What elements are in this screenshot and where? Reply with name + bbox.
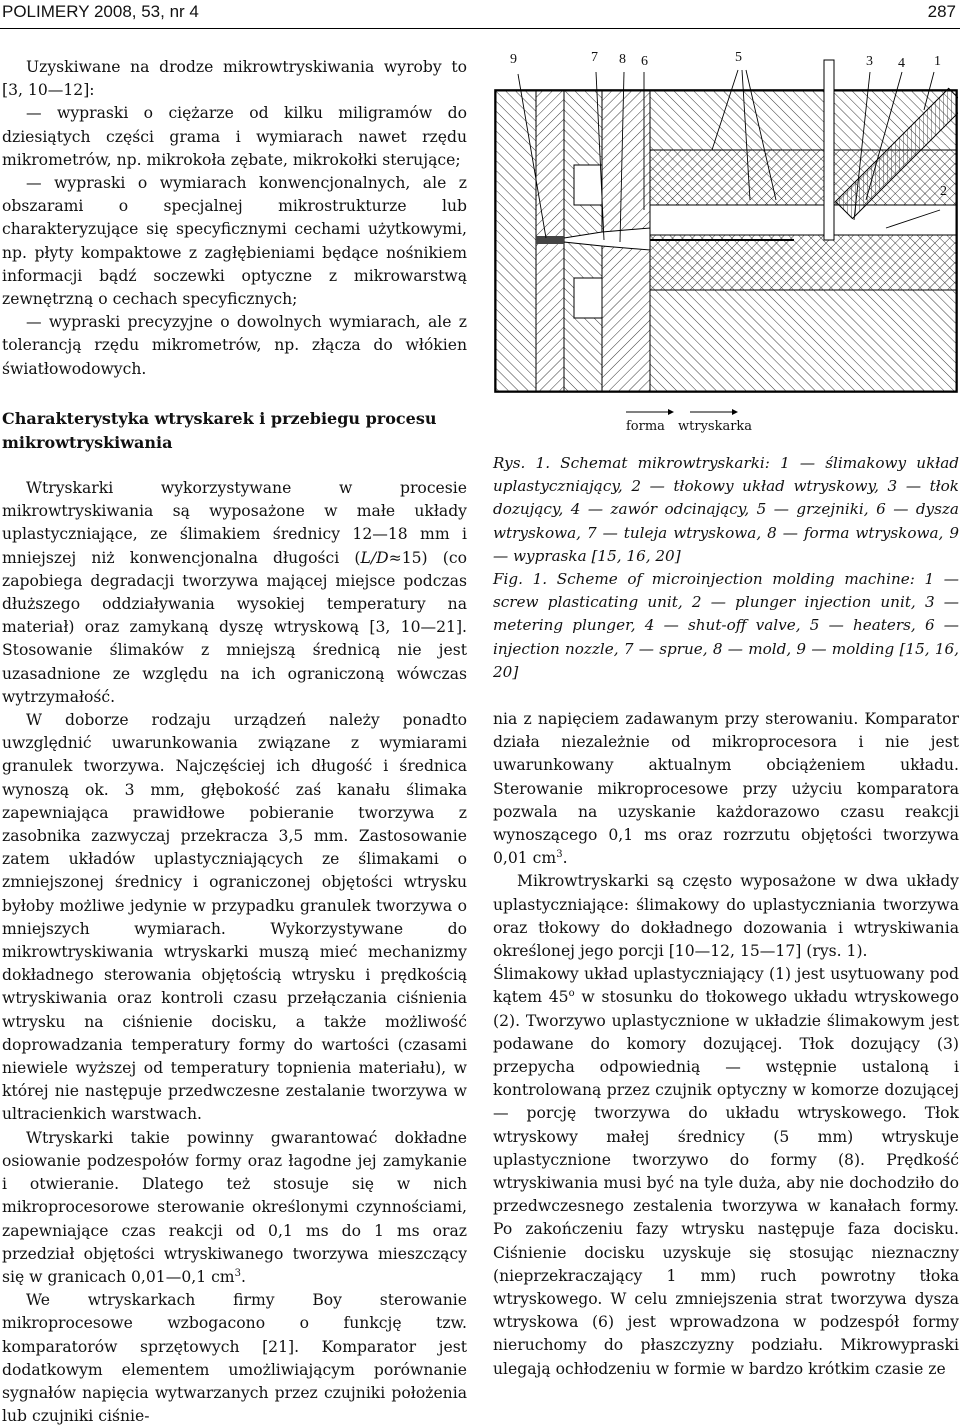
mold-insert-upper — [574, 165, 602, 205]
intro-paragraph: Uzyskiwane na drodze mikrowtryskiwania wyroby to [3, 10—12]: — [2, 58, 467, 100]
figure-direction-labels — [620, 406, 760, 436]
paragraph: W doborze rodzaju urządzeń należy ponadto uwzględnić uwarunkowania związane z wymiarami granulek tworzywa. Najczęściej ich długość i średnica wynoszą ok. 3 mm, głębokość zaś kanału ślimaka zapewniająca prawidłowe pobieranie tworzywa z zasobnika zazwyczaj przekracza 3,5 mm. Zastosowanie zatem układów uplastyczniających ze ślimakami o zmniejszonej średnicy i ograniczonej objętości wtrysku byłoby możliwe jedynie w przypadku granulek tworzywa o mniejszych wymiarach. Wykorzystywane do mikrowtryskiwania wtryskarki muszą mieć mechanizmy dokładnego sterowania objętością wtrysku i prędkością wtryskiwania oraz kontroli czasu przełączania ciśnienia wtrysku na ciśnienie docisku, a także możliwość doprowadzania temperatury formy do wartości (czasami niewiele wyższej od temperatury topnienia materiału), w której nie następuje przedwczesne zestalanie tworzywa w ultracienkich warstwach. — [2, 711, 467, 1124]
paragraph — [2, 1127, 467, 1289]
figure-number: 7 — [591, 50, 598, 65]
paragraph-text: nia z napięciem zadawanym przy sterowaniu. Komparator działa niezależnie od mikroprocesora i nie jest uwarunkowany aktualnym obciążeniem układu. Sterowanie mikroprocesowe przy użyciu komparatora pozwala na uzyskanie każdorazowo czasu reakcji wynoszącego 0,1 ms oraz rozrzutu objętości tworzywa 0,01 cm — [493, 710, 959, 868]
intro-list — [2, 56, 467, 381]
figure-number: 3 — [866, 54, 873, 69]
left-body — [2, 477, 467, 1428]
figure-number: 4 — [898, 56, 905, 71]
paragraph: Mikrowtryskarki są często wyposażone w dwa układy uplastyczniające: ślimakowy do uplastyczniania tworzywa oraz tłokowy do dokładnego dozowania i wtryskiwania określonej jego porcji [10—12, 15—17] (rys. 1). — [493, 872, 959, 961]
list-item: — wypraski o wymiarach konwencjonalnych, ale z obszarami o specjalnej mikrostrukturze lub charakteryzujące się specyficznymi cechami użytkowymi, np. płyty kompaktowe z zagłębieniami będące nośnikiem informacji bądź soczewki optyczne z mikrowarstwą zewnętrzną o cechach specyficznych; — [2, 174, 467, 309]
section-heading: Charakterystyka wtryskarek i przebiegu procesu mikrowtryskiwania — [2, 409, 437, 452]
paragraph-text: w stosunku do tłokowego układu wtryskowego (2). Tworzywo uplastycznione w układzie ślimakowym jest podawane do komory dozującej. Tłok dozujący (3) przepycha odpowiednią — wstępnie ustaloną i kontrolowaną przez czujnik optyczny w komorze dozującej — porcję tworzywa do układu wtryskowego. Tłok wtryskowy małej średnicy (5 mm) wtryskuje uplastycznione tworzywo do formy (8). Prędkość wtryskiwania musi być na tyle duża, aby nie dochodziło do przedwczesnego zestalenia tworzywa w kanałach formy. Po zakończeniu fazy wtrysku następuje faza docisku. Ciśnienie docisku uzyskuje się stosując nieznaczny (nieprzekraczający 1 mm) ruch powrotny tłoka wtryskowego. W celu zmniejszenia strat tworzywa dysza wtryskowa (6) jest wprowadzona w podzespół formy nieruchomy do płaszczyzny podziału. Mikrowypraski ulegają ochłodzeniu w formie w bardzo krótkim czasie ze — [493, 988, 959, 1378]
label-wtryskarka: wtryskarka — [678, 419, 753, 434]
figure-number: 1 — [934, 54, 941, 69]
paragraph — [493, 708, 959, 870]
mold-insert-lower — [574, 278, 602, 318]
label-forma: forma — [626, 419, 665, 434]
figure-number: 8 — [619, 52, 626, 67]
paragraph — [2, 477, 467, 709]
figure-number: 5 — [735, 50, 742, 65]
paragraph-text: Wtryskarki wykorzystywane w procesie mikrowtryskiwania są wyposażone w małe układy uplastyczniające, ze ślimakiem średnicy 12—18 mm i mniejszej niż konwencjonalna długości ( — [2, 479, 467, 567]
paragraph — [493, 963, 959, 1381]
superscript: 3 — [234, 1267, 241, 1279]
ratio-symbol: L/D — [360, 548, 389, 567]
paragraph-text: Wtryskarki takie powinny gwarantować dokładne osiowanie podzespołów formy oraz łagodne jej zamykanie i otwieranie. Dlatego też stosuje się w nich mikroprocesorowe sterowanie określonymi czynnościami, zapewniające czas reakcji od 0,1 ms do 1 ms oraz przedział objętości wtryskiwanego tworzywa mieszczący się w granicach 0,01—0,1 cm — [2, 1128, 467, 1286]
figure-number: 6 — [641, 54, 648, 69]
paragraph-text: ≈15) (co zapobiega degradacji tworzywa mającej miejsce podczas dłuższego oddziaływania wysokiej temperatury na materiał) oraz zamykaną dyszę wtryskową [3, 10—21]. Stosowanie ślimaków z mniejszą średnicą nie jest uzasadnione ze względu na ich ograniczoną wówczas wytrzymałość. — [2, 548, 467, 706]
page-number: 287 — [927, 2, 956, 21]
direction-arrows — [620, 406, 760, 418]
figure-caption — [493, 452, 959, 684]
machine-diagram — [494, 50, 958, 394]
superscript: o — [568, 988, 575, 1000]
paragraph-text: Ślimakowy układ uplastyczniający (1) jest usytuowany pod kątem 45 — [493, 965, 959, 1007]
mold-plate-outer — [496, 91, 536, 391]
paragraph: We wtryskarkach firmy Boy sterowanie mikroprocesowe wzbogacono o funkcję tzw. komparatorów sprzętowych [21]. Komparator jest dodatkowym elementem umożliwiającym porównanie sygnałów napięcia wytwarzanych przez czujniki położenia lub czujniki ciśnie- — [2, 1291, 467, 1426]
caption-english: Fig. 1. Scheme of microinjection molding machine: 1 — screw plasticating unit, 2 — plunger injection unit, 3 — metering plunger, 4 — shut-off valve, 5 — heaters, 6 — injection nozzle, 7 — sprue, 8 — mold, 9 — molding [15, 16, 20] — [493, 570, 959, 681]
list-item: — wypraski o ciężarze od kilku miligramów do dziesiątych części grama i wymiarach nawet rzędu mikrometrów, np. mikrokoła zębate, mikrokołki sterujące; — [2, 104, 467, 169]
list-item: — wypraski precyzyjne o dowolnych wymiarach, ale z tolerancją rzędu mikrometrów, np. złącza do włókien światłowodowych. — [2, 313, 467, 378]
superscript: 3 — [556, 849, 563, 861]
figure-number: 9 — [510, 52, 517, 67]
figure-number: 2 — [940, 184, 947, 199]
right-body — [493, 708, 959, 1381]
running-header — [0, 0, 960, 30]
journal-title: POLIMERY 2008, 53, nr 4 — [2, 2, 199, 21]
molding — [536, 236, 564, 244]
paragraph-text: . — [562, 849, 568, 868]
paragraph-text: . — [240, 1267, 246, 1286]
header-rule — [0, 28, 960, 29]
caption-polish: Rys. 1. Schemat mikrowtryskarki: 1 — ślimakowy układ uplastyczniający, 2 — tłokowy układ wtryskowy, 3 — tłok dozujący, 4 — zawór odcinający, 5 — grzejniki, 6 — dysza wtryskowa, 7 — tuleja wtryskowa, 8 — forma wtryskowa, 9 — wypraska [15, 16, 20] — [493, 454, 959, 565]
figure-schematic — [494, 50, 958, 394]
metering-plunger — [824, 60, 834, 240]
